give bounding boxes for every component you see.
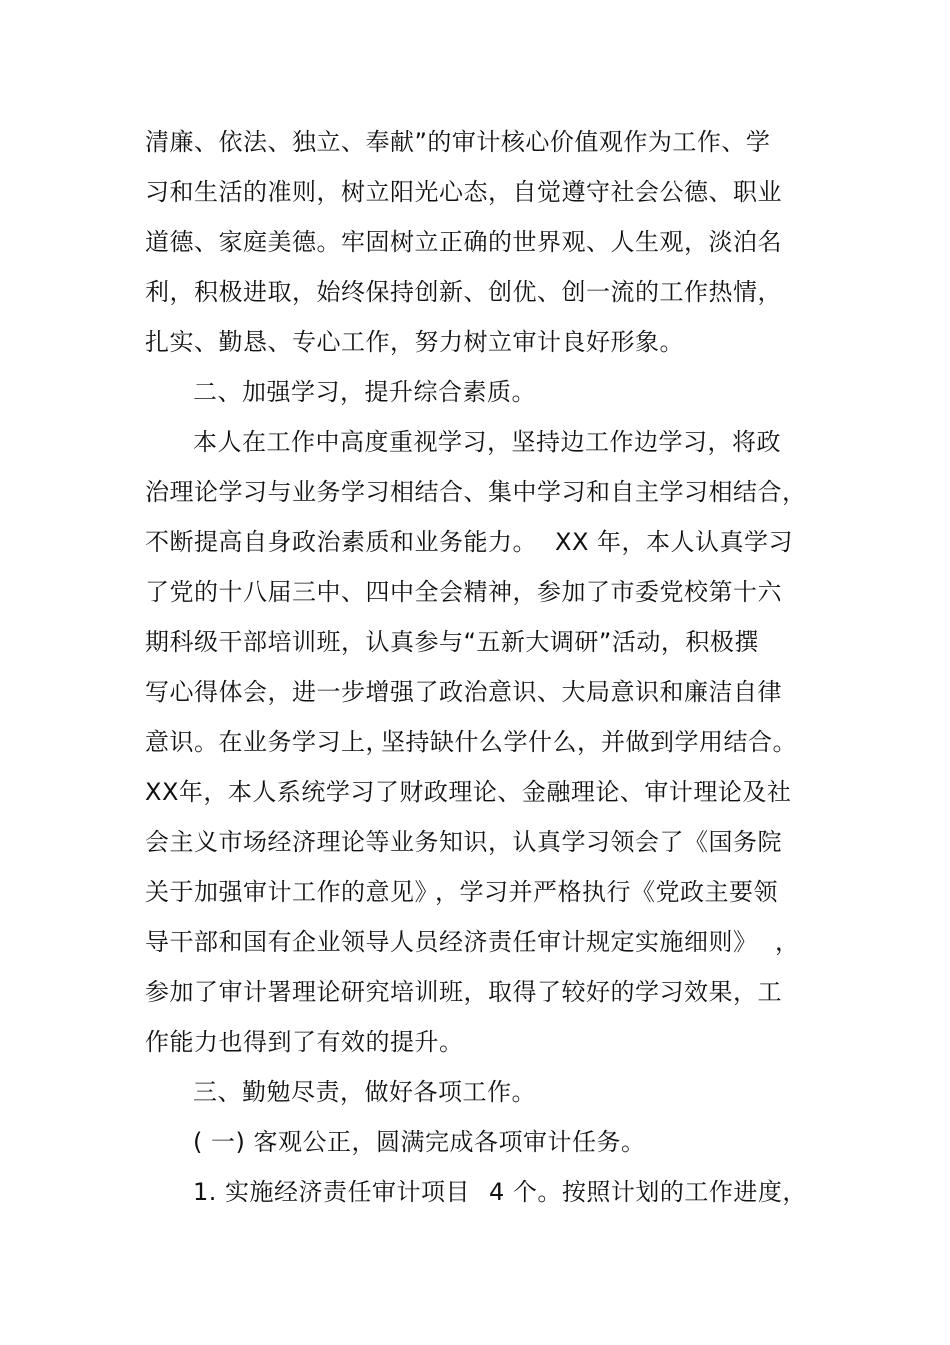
text-line: 本人在工作中高度重视学习，坚持边工作边学习，将政 bbox=[193, 428, 781, 456]
text-segment: 关于加强审计工作的意见》 bbox=[145, 878, 439, 906]
text-line: 治理论学习与业务学习相结合、集中学习和自主学习相结合， bbox=[145, 478, 807, 506]
subsection-heading: ( 一) 客观公正，圆满完成各项审计任务。 bbox=[193, 1128, 646, 1156]
section-heading: 三、勤勉尽责，做好各项工作。 bbox=[193, 1078, 536, 1106]
text-line: 扎实、勤恳、专心工作，努力树立审计良好形象。 bbox=[145, 328, 684, 356]
text-line: 期科级干部培训班，认真参与“五新大调研”活动，积极撰 bbox=[145, 628, 759, 656]
text-line: 会主义市场经济理论等业务知识，认真学习领会了《国务院 bbox=[145, 828, 782, 856]
text-line: 了党的十八届三中、四中全会精神，参加了市委党校第十六 bbox=[145, 578, 782, 606]
text-segment: 坚持缺什么学什么， bbox=[381, 728, 602, 756]
text-line: 习和生活的准则，树立阳光心态，自觉遵守社会公德、职业 bbox=[145, 178, 782, 206]
section-heading: 二、加强学习，提升综合素质。 bbox=[193, 378, 536, 406]
text-segment: 4 个。按照计划的工作进度， bbox=[489, 1178, 807, 1206]
text-line: 写心得体会，进一步增强了政治意识、大局意识和廉洁自律 bbox=[145, 678, 782, 706]
text-line: 参加了审计署理论研究培训班，取得了较好的学习效果，工 bbox=[145, 978, 782, 1006]
text-line: 利，积极进取，始终保持创新、创优、创一流的工作热情， bbox=[145, 278, 782, 306]
text-line: 作能力也得到了有效的提升。 bbox=[145, 1028, 464, 1056]
text-segment: 并做到学用结合。 bbox=[601, 728, 797, 756]
text-segment: 1. 实施经济责任审计项目 bbox=[193, 1178, 471, 1206]
text-segment: XX 年，本人认真学习 bbox=[555, 528, 794, 556]
text-line: 道德、家庭美德。牢固树立正确的世界观、人生观，淡泊名 bbox=[145, 228, 782, 256]
text-segment: 不断提高自身政治素质和业务能力。 bbox=[145, 528, 537, 556]
text-line: XX年，本人系统学习了财政理论、金融理论、审计理论及社 bbox=[145, 778, 792, 806]
text-segment: 意识。在业务学习上， bbox=[145, 728, 390, 756]
text-line: 清廉、依法、独立、奉献”的审计核心价值观作为工作、学 bbox=[145, 128, 771, 156]
text-segment: ，学习并严格执行《党政主要领 bbox=[435, 878, 778, 906]
text-segment: 导干部和国有企业领导人员经济责任审计规定实施细则》 bbox=[145, 928, 758, 956]
text-segment: ， bbox=[775, 928, 800, 956]
